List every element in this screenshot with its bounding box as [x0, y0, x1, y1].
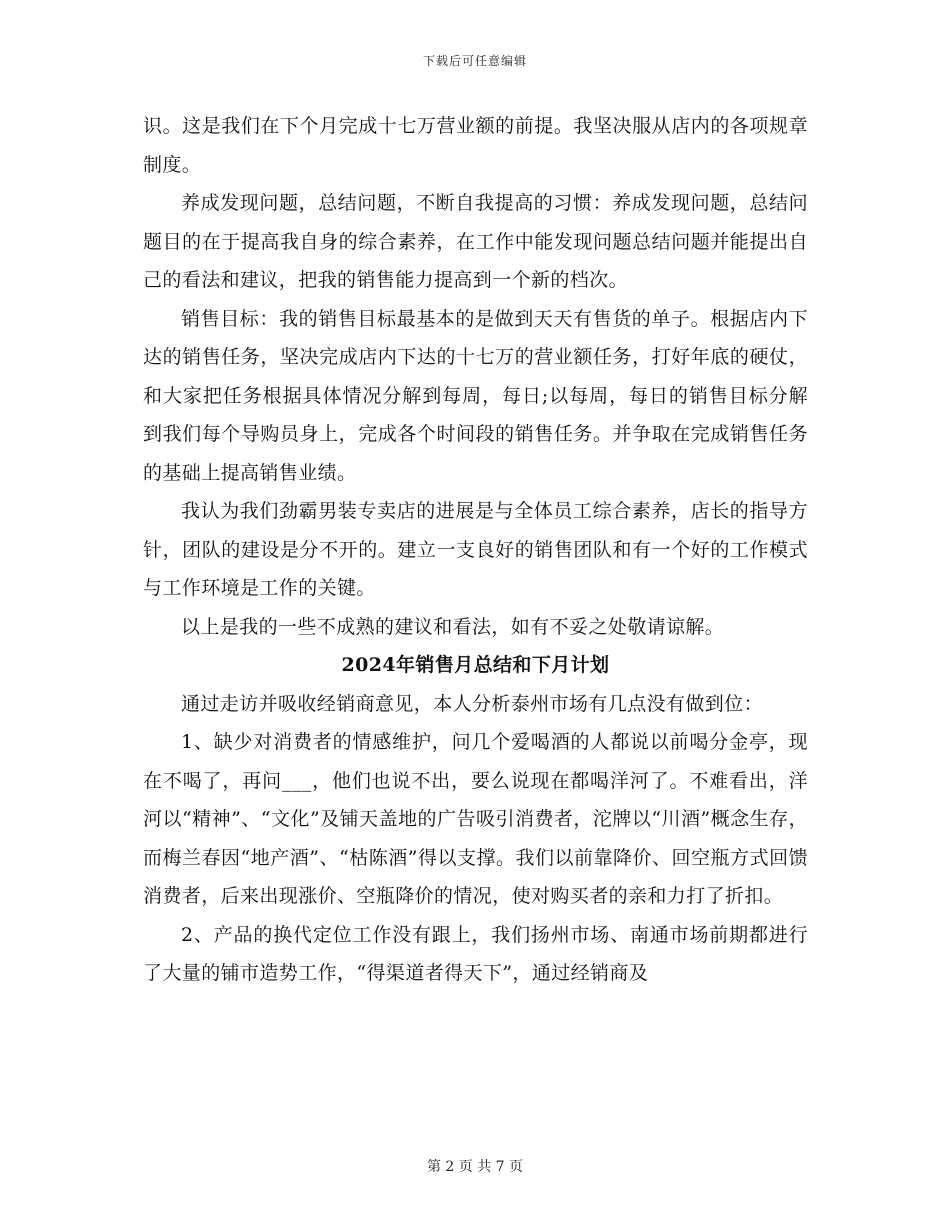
paragraph-point-1: 1、缺少对消费者的情感维护，问几个爱喝酒的人都说以前喝分金亭，现在不喝了，再问___，他们也说不出，要么说现在都喝洋河了。不难看出，洋河以“精神”、“文化”及铺天盖地的广告吸引消费者，沱牌以“川酒”概念生存，而梅兰春因“地产酒”、“枯陈酒”得以支撑。我们以前靠降价、回空瓶方式回馈消费者，后来出现涨价、空瓶降价的情况，使对购买者的亲和力打了折扣。 [143, 731, 808, 907]
paragraph-continuation: 识。这是我们在下个月完成十七万营业额的前提。我坚决服从店内的各项规章制度。 [143, 115, 808, 176]
paragraph-sales-target: 销售目标：我的销售目标最基本的是做到天天有售货的单子。根据店内下达的销售任务，坚决完成店内下达的十七万的营业额任务，打好年底的硬仗，和大家把任务根据具体情况分解到每周，每日;以每周，每日的销售目标分解到我们每个导购员身上，完成各个时间段的销售任务。并争取在完成销售任务的基础上提高销售业绩。 [143, 307, 808, 484]
paragraph-closing-remark: 以上是我的一些不成熟的建议和看法，如有不妥之处敬请谅解。 [181, 615, 725, 638]
section-title: 2024年销售月总结和下月计划 [341, 654, 610, 676]
document-body [143, 107, 808, 993]
page-number: 第 2 页 共 7 页 [426, 1159, 524, 1175]
page-header-note: 下载后可任意编辑 [422, 54, 527, 68]
paragraph-point-2: 2、产品的换代定位工作没有跟上，我们扬州市场、南通市场前期都进行了大量的铺市造势工作，“得渠道者得天下”，通过经销商及 [143, 923, 808, 984]
paragraph-market-analysis: 通过走访并吸收经销商意见，本人分析泰州市场有几点没有做到位： [181, 692, 764, 715]
paragraph-store-development: 我认为我们劲霸男装专卖店的进展是与全体员工综合素养，店长的指导方针，团队的建设是分不开的。建立一支良好的销售团队和有一个好的工作模式与工作环境是工作的关键。 [143, 500, 808, 599]
paragraph-habits: 养成发现问题，总结问题，不断自我提高的习惯：养成发现问题，总结问题目的在于提高我自身的综合素养，在工作中能发现问题总结问题并能提出自己的看法和建议，把我的销售能力提高到一个新的档次。 [143, 192, 808, 291]
